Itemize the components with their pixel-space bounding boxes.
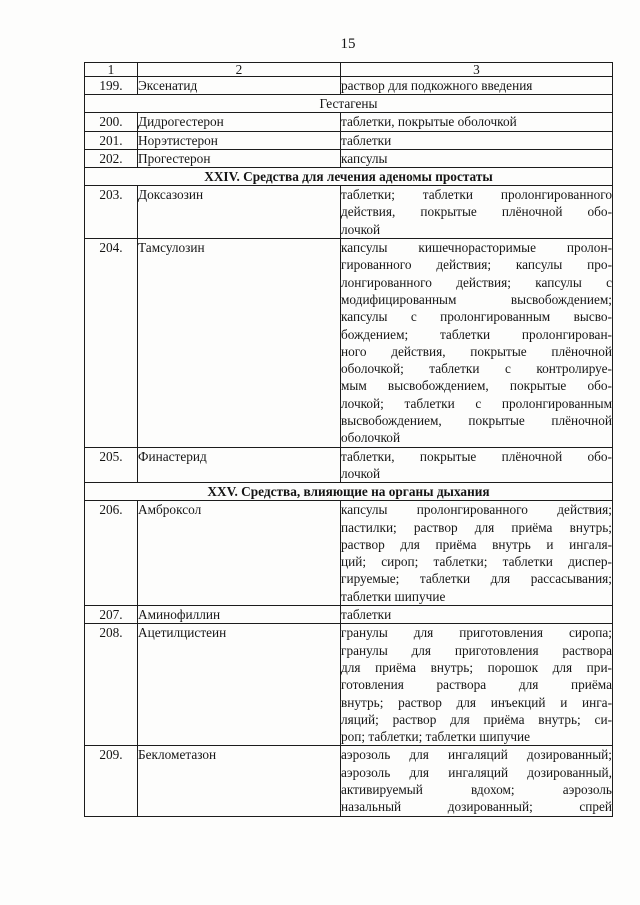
dosage-form-line: лочкой; таблетки с пролонгированным (341, 395, 612, 411)
dosage-form-line: таблетки шипучие (341, 588, 446, 604)
dosage-form-cell (341, 239, 613, 448)
drug-name-cell: Дидрогестерон (138, 113, 341, 131)
row-number-cell: 207. (85, 606, 138, 624)
dosage-form-line: капсулы (341, 150, 388, 166)
drug-name-cell: Финастерид (138, 447, 341, 483)
row-number-cell: 209. (85, 746, 138, 816)
table-row (85, 624, 613, 746)
dosage-form-line: ляций; раствор для приёма внутрь; си- (341, 711, 612, 727)
dosage-form-cell (341, 447, 613, 483)
table-row (85, 77, 613, 95)
dosage-form-cell (341, 624, 613, 746)
dosage-form-line: оболочкой (341, 430, 401, 446)
dosage-form-line: ного действия, покрытые плёночной (341, 343, 612, 359)
section-row (85, 95, 613, 113)
dosage-form-cell (341, 113, 613, 131)
row-number-cell: 206. (85, 501, 138, 606)
table-row (85, 501, 613, 606)
table-row (85, 186, 613, 239)
table-row (85, 746, 613, 816)
section-title: Гестагены (85, 95, 613, 113)
dosage-form-line: бождением; таблетки пролонгирован- (341, 326, 612, 342)
row-number-cell: 200. (85, 113, 138, 131)
table-row (85, 113, 613, 131)
drug-name-cell: Ацетилцистеин (138, 624, 341, 746)
drug-name-cell: Аминофиллин (138, 606, 341, 624)
dosage-form-cell (341, 77, 613, 95)
row-number-cell: 202. (85, 149, 138, 167)
page-number: 15 (340, 36, 356, 52)
dosage-form-line: гранулы для приготовления сиропа; (341, 625, 612, 641)
table-row (85, 239, 613, 448)
dosage-form-line: назальный дозированный; спрей (341, 799, 612, 815)
dosage-form-line: аэрозоль для ингаляций дозированный; (341, 747, 612, 763)
dosage-form-line: таблетки, покрытые плёночной обо- (341, 448, 612, 464)
dosage-form-cell (341, 746, 613, 816)
row-number-cell: 199. (85, 77, 138, 95)
dosage-form-line: мым высвобождением, покрытые обо- (341, 378, 612, 394)
row-number-cell: 205. (85, 447, 138, 483)
drug-name-cell: Амброксол (138, 501, 341, 606)
row-number-cell: 201. (85, 131, 138, 149)
dosage-form-line: аэрозоль для ингаляций дозированный, (341, 764, 612, 780)
row-number-cell: 204. (85, 239, 138, 448)
dosage-form-line: капсулы кишечнорасторимые пролон- (341, 240, 612, 256)
dosage-form-line: активируемый вдохом; аэрозоль (341, 781, 612, 797)
dosage-form-line: таблетки; таблетки пролонгированного (341, 187, 612, 203)
table-row (85, 447, 613, 483)
dosage-form-cell (341, 501, 613, 606)
dosage-form-line: таблетки, покрытые оболочкой (341, 114, 517, 130)
dosage-form-line: раствор для подкожного введения (341, 78, 533, 93)
section-row (85, 483, 613, 501)
table-row (85, 131, 613, 149)
dosage-form-line: таблетки (341, 607, 392, 623)
dosage-form-cell (341, 186, 613, 239)
dosage-form-line: лочкой (341, 465, 381, 481)
table-row (85, 149, 613, 167)
dosage-form-line: раствор для приёма внутрь и ингаля- (341, 536, 612, 552)
dosage-form-line: гируемые; таблетки для рассасывания; (341, 571, 612, 587)
dosage-form-line: модифицированным высвобождением; (341, 291, 612, 307)
dosage-form-line: роп; таблетки; таблетки шипучие (341, 729, 531, 745)
section-title: XXIV. Средства для лечения аденомы простаты (85, 168, 613, 186)
table-row (85, 606, 613, 624)
drug-name-cell: Эксенатид (138, 77, 341, 95)
header-cell-form: 3 (341, 63, 613, 77)
table-body (85, 77, 613, 817)
dosage-form-line: высвобождением, покрытые плёночной (341, 413, 612, 429)
dosage-form-cell (341, 606, 613, 624)
drug-name-cell: Беклометазон (138, 746, 341, 816)
drug-list-table (84, 62, 613, 817)
dosage-form-line: ций; сироп; таблетки; таблетки диспер- (341, 554, 612, 570)
drug-name-cell: Норэтистерон (138, 131, 341, 149)
dosage-form-line: таблетки (341, 132, 392, 148)
dosage-form-line: гранулы для приготовления раствора (341, 642, 612, 658)
dosage-form-line: для приёма внутрь; порошок для при- (341, 659, 612, 675)
drug-name-cell: Доксазозин (138, 186, 341, 239)
dosage-form-line: пастилки; раствор для приёма внутрь; (341, 519, 612, 535)
dosage-form-line: капсулы пролонгированного действия; (341, 502, 612, 518)
section-title: XXV. Средства, влияющие на органы дыхания (85, 483, 613, 501)
row-number-cell: 203. (85, 186, 138, 239)
header-cell-number: 1 (85, 63, 138, 77)
section-row (85, 168, 613, 186)
dosage-form-line: внутрь; раствор для инъекций и инга- (341, 694, 612, 710)
dosage-form-cell (341, 131, 613, 149)
drug-name-cell: Тамсулозин (138, 239, 341, 448)
dosage-form-line: капсулы с пролонгированным высво- (341, 309, 612, 325)
dosage-form-cell (341, 149, 613, 167)
drug-name-cell: Прогестерон (138, 149, 341, 167)
dosage-form-line: гированного действия; капсулы про- (341, 257, 612, 273)
dosage-form-line: лонгированного действия; капсулы с (341, 274, 612, 290)
row-number-cell: 208. (85, 624, 138, 746)
dosage-form-line: оболочкой; таблетки с контролируе- (341, 361, 612, 377)
dosage-form-line: действия, покрытые плёночной обо- (341, 204, 612, 220)
dosage-form-line: готовления раствора для приёма (341, 677, 612, 693)
table-header-row (85, 63, 613, 77)
dosage-form-line: лочкой (341, 221, 381, 237)
header-cell-name: 2 (138, 63, 341, 77)
